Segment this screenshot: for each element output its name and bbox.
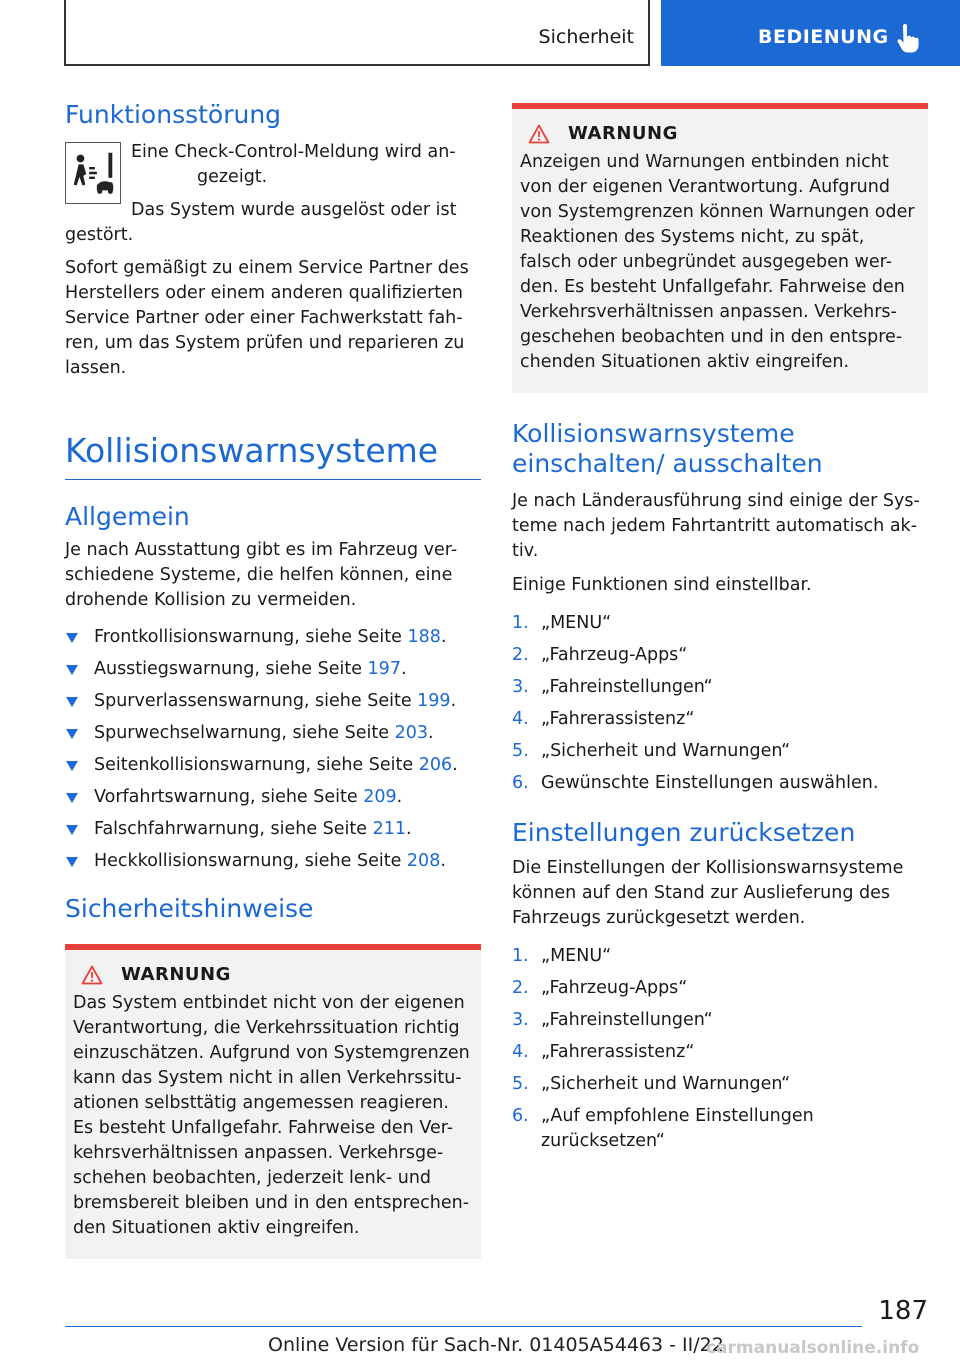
bullet-item bbox=[65, 817, 481, 842]
bullet-end: . bbox=[400, 659, 407, 679]
step-item bbox=[512, 976, 928, 1001]
step-number: 2. bbox=[512, 645, 529, 665]
step-item bbox=[512, 643, 928, 668]
onoff-text-1: Je nach Länderausführung sind einige der Sys-teme nach jedem Fahrtantritt automatisch ak-tiv. bbox=[512, 491, 920, 561]
step-text: „Sicherheit und Warnungen“ bbox=[541, 741, 791, 761]
page-link[interactable]: 209 bbox=[363, 787, 397, 807]
safety-warning-text: Das System entbindet nicht von der eigenen Verantwortung, die Verkehrssituation richtig einzuschätzen. Aufgrund von Systemgrenzen kann das System nicht in allen Verkehrssitu-ationen selbsttätig angemessen reagieren. Es besteht Unfallgefahr. Fahrweise den Ver-kehrsverhältnissen anpassen. Verkehrsge-schehen beobachten, jederzeit lenk- und bremsbereit bleiben und in den entsprechen-den Situationen aktiv eingreifen. bbox=[73, 993, 470, 1238]
step-item bbox=[512, 707, 928, 732]
bullet-triangle-icon bbox=[66, 761, 78, 771]
step-text: „Fahreinstellungen“ bbox=[541, 1010, 713, 1030]
bullet-text: Seitenkollisionswarnung, siehe Seite bbox=[94, 755, 419, 775]
bullet-end: . bbox=[440, 627, 447, 647]
general-list bbox=[65, 625, 481, 874]
bullet-text: Spurverlassenswarnung, siehe Seite bbox=[94, 691, 418, 711]
bullet-end: . bbox=[405, 819, 412, 839]
bullet-end: . bbox=[396, 787, 403, 807]
right-column bbox=[512, 103, 928, 1161]
malfunction-text-2: Das System wurde ausgelöst oder ist gestört. bbox=[65, 200, 457, 245]
step-item bbox=[512, 739, 928, 764]
safety-heading: Sicherheitshinweise bbox=[65, 894, 314, 923]
step-item bbox=[512, 675, 928, 700]
step-number: 6. bbox=[512, 1106, 529, 1126]
bullet-triangle-icon bbox=[66, 729, 78, 739]
bullet-triangle-icon bbox=[66, 793, 78, 803]
online-version: Online Version für Sach-Nr. 01405A54463 - II/22 bbox=[268, 1334, 724, 1356]
bullet-triangle-icon bbox=[66, 825, 78, 835]
indicator-warning-title bbox=[528, 123, 920, 144]
step-item bbox=[512, 1040, 928, 1065]
page-link[interactable]: 188 bbox=[407, 627, 441, 647]
page-number: 187 bbox=[878, 1296, 928, 1326]
step-item bbox=[512, 611, 928, 636]
step-text: „Fahrzeug-Apps“ bbox=[541, 978, 688, 998]
bullet-text: Falschfahrwarnung, siehe Seite bbox=[94, 819, 373, 839]
bullet-text: Spurwechselwarnung, siehe Seite bbox=[94, 723, 395, 743]
chapter-tab bbox=[661, 0, 960, 66]
warning-triangle-icon bbox=[81, 965, 103, 985]
indicator-warning-box bbox=[512, 103, 928, 393]
collision-warning-indicator-icon bbox=[65, 142, 121, 204]
page-link[interactable]: 197 bbox=[367, 659, 401, 679]
pointing-hand-icon bbox=[894, 24, 920, 54]
bullet-end: . bbox=[427, 723, 434, 743]
reset-text: Die Einstellungen der Kollisionswarnsysteme können auf den Stand zur Auslieferung des Fahrzeugs zurückgesetzt werden. bbox=[512, 858, 904, 928]
step-number: 5. bbox=[512, 741, 529, 761]
section-tab bbox=[64, 0, 650, 66]
step-text: Gewünschte Einstellungen auswählen. bbox=[541, 773, 879, 793]
step-text: „Fahrerassistenz“ bbox=[541, 1042, 695, 1062]
step-item bbox=[512, 771, 928, 796]
onoff-heading: Kollisionswarnsysteme einschalten/ ausschalten bbox=[512, 419, 823, 478]
step-number: 6. bbox=[512, 773, 529, 793]
step-text: „Fahrerassistenz“ bbox=[541, 709, 695, 729]
bullet-text: Heckkollisionswarnung, siehe Seite bbox=[94, 851, 407, 871]
reset-steps bbox=[512, 944, 928, 1154]
step-number: 5. bbox=[512, 1074, 529, 1094]
left-column bbox=[65, 100, 481, 1259]
malfunction-text-1: Eine Check-Control-Meldung wird an-gezeigt. bbox=[131, 142, 456, 187]
bullet-text: Frontkollisionswarnung, siehe Seite bbox=[94, 627, 408, 647]
main-heading: Kollisionswarnsysteme bbox=[65, 431, 439, 470]
bullet-item bbox=[65, 849, 481, 874]
chapter-title: BEDIENUNG bbox=[758, 26, 889, 48]
watermark: carmanualsonline.info bbox=[706, 1338, 920, 1358]
bullet-text: Ausstiegswarnung, siehe Seite bbox=[94, 659, 368, 679]
bullet-triangle-icon bbox=[66, 665, 78, 675]
indicator-warning-text: Anzeigen und Warnungen entbinden nicht von der eigenen Verantwortung. Aufgrund von Systemgrenzen können Warnungen oder Reaktionen des Systems nicht, zu spät, falsch oder unbegründet ausgegeben wer-den. Es besteht Unfallgefahr. Fahrweise den Verkehrsverhältnissen anpassen. Verkehrs-geschehen beobachten und in den entspre-chenden Situationen aktiv eingreifen. bbox=[520, 152, 915, 372]
onoff-steps bbox=[512, 611, 928, 796]
page-link[interactable]: 199 bbox=[417, 691, 451, 711]
page-link[interactable]: 208 bbox=[406, 851, 441, 871]
step-item bbox=[512, 1104, 928, 1154]
malfunction-text-3: Sofort gemäßigt zu einem Service Partner des Herstellers oder einem anderen qualifizierten Service Partner oder einer Fachwerkstatt fah-ren, um das System prüfen und reparieren zu lassen. bbox=[65, 258, 469, 378]
main-heading-block bbox=[65, 431, 481, 480]
step-number: 1. bbox=[512, 946, 529, 966]
general-intro: Je nach Ausstattung gibt es im Fahrzeug ver-schiedene Systeme, die helfen können, eine drohende Kollision zu vermeiden. bbox=[65, 540, 458, 610]
safety-warning-title bbox=[81, 964, 473, 985]
step-number: 4. bbox=[512, 1042, 529, 1062]
step-text: „Auf empfohlene Einstellungen zurücksetzen“ bbox=[541, 1106, 814, 1151]
bullet-item bbox=[65, 753, 481, 778]
bullet-item bbox=[65, 625, 481, 650]
step-number: 4. bbox=[512, 709, 529, 729]
step-text: „MENU“ bbox=[541, 613, 612, 633]
step-item bbox=[512, 944, 928, 969]
step-text: „Sicherheit und Warnungen“ bbox=[541, 1074, 791, 1094]
indicator-warning-label: WARNUNG bbox=[568, 123, 678, 144]
step-item bbox=[512, 1072, 928, 1097]
step-item bbox=[512, 1008, 928, 1033]
bullet-item bbox=[65, 785, 481, 810]
section-title: Sicherheit bbox=[538, 26, 634, 48]
page-link[interactable]: 211 bbox=[372, 819, 406, 839]
reset-heading: Einstellungen zurücksetzen bbox=[512, 818, 856, 847]
bullet-end: . bbox=[440, 851, 446, 871]
step-text: „Fahrzeug-Apps“ bbox=[541, 645, 688, 665]
page-link[interactable]: 206 bbox=[418, 755, 453, 775]
bullet-end: . bbox=[452, 755, 458, 775]
malfunction-block bbox=[65, 140, 481, 248]
bullet-triangle-icon bbox=[66, 857, 78, 867]
footer-rule bbox=[65, 1326, 862, 1327]
bullet-text: Vorfahrtswarnung, siehe Seite bbox=[94, 787, 364, 807]
step-text: „MENU“ bbox=[541, 946, 612, 966]
warning-triangle-icon bbox=[528, 124, 550, 144]
onoff-text-2: Einige Funktionen sind einstellbar. bbox=[512, 575, 812, 595]
step-text: „Fahreinstellungen“ bbox=[541, 677, 713, 697]
malfunction-heading: Funktionsstörung bbox=[65, 100, 282, 129]
bullet-end: . bbox=[450, 691, 457, 711]
step-number: 2. bbox=[512, 978, 529, 998]
bullet-item bbox=[65, 657, 481, 682]
step-number: 3. bbox=[512, 677, 529, 697]
general-heading: Allgemein bbox=[65, 502, 190, 531]
bullet-item bbox=[65, 689, 481, 714]
page-link[interactable]: 203 bbox=[394, 723, 428, 743]
safety-warning-box bbox=[65, 944, 481, 1259]
step-number: 1. bbox=[512, 613, 529, 633]
safety-warning-label: WARNUNG bbox=[121, 964, 231, 985]
step-number: 3. bbox=[512, 1010, 529, 1030]
bullet-triangle-icon bbox=[66, 633, 78, 643]
bullet-item bbox=[65, 721, 481, 746]
bullet-triangle-icon bbox=[66, 697, 78, 707]
